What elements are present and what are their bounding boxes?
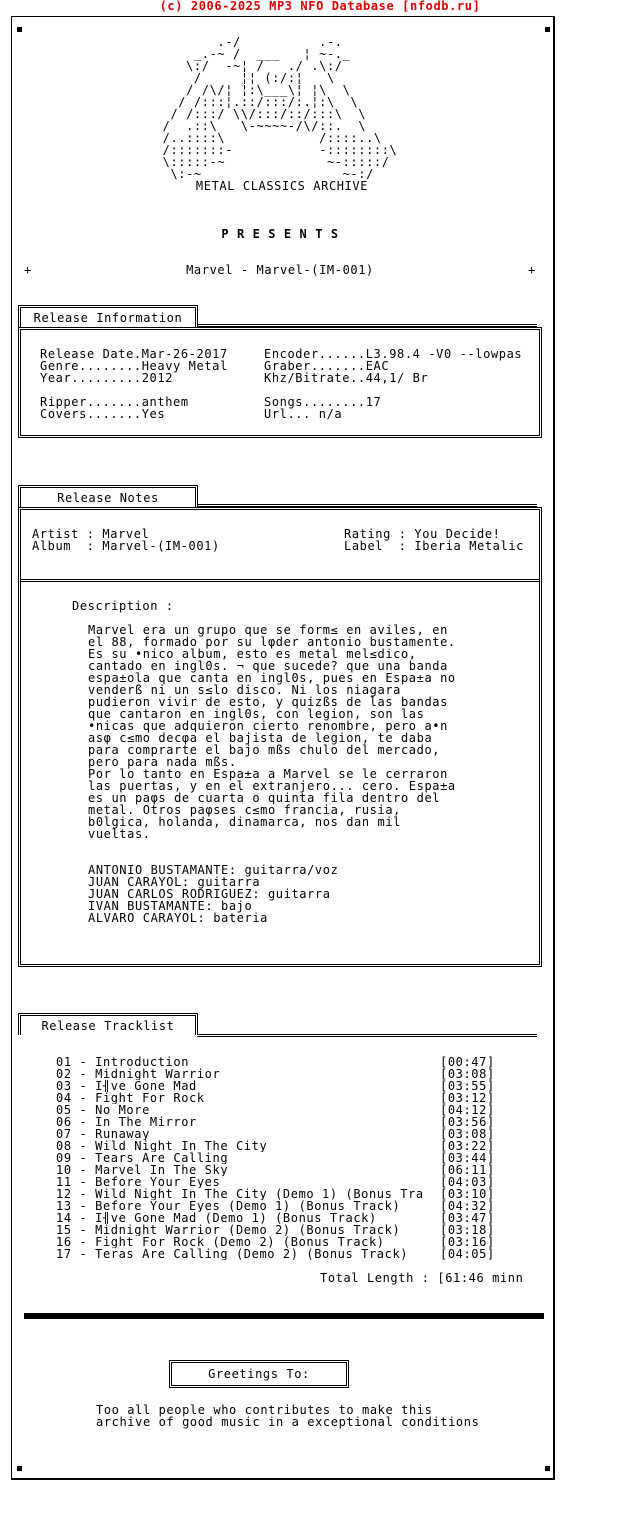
corner-dot-icon [545, 27, 550, 32]
track-time: [04:12] [440, 1103, 495, 1117]
description-heading: Description : [72, 599, 174, 613]
track-name: 11 - Before Your Eyes [56, 1176, 221, 1188]
track-time: [03:18] [440, 1223, 495, 1237]
member-line: IVAN BUSTAMANTE: bajo [88, 899, 253, 913]
track-name: 09 - Tears Are Calling [56, 1152, 229, 1164]
ascii-logo [0, 36, 560, 180]
description-line: cantado en ingl0s. ¬ que sucede? que una banda [88, 659, 448, 673]
track-name: 06 - In The Mirror [56, 1116, 197, 1128]
notes-divider [21, 579, 539, 582]
track-time: [03:22] [440, 1139, 495, 1153]
tracklist-tab: Release Tracklist [18, 1013, 198, 1035]
album-field: Album : Marvel-(IM-001) [32, 539, 220, 553]
corner-dot-icon [17, 27, 22, 32]
release-info-tab: Release Information [18, 305, 198, 327]
track-time: [04:03] [440, 1175, 495, 1189]
track-name: 07 - Runaway [56, 1128, 150, 1140]
rating-field: Rating : You Decide! [344, 527, 501, 541]
track-row [56, 1236, 506, 1248]
member-line: JUAN CARAYOL: guitarra [88, 875, 261, 889]
description-line: las puertas, y en el extranjero... cero. Espa±a [88, 779, 456, 793]
description-line: vueltas. [88, 827, 151, 841]
track-row [56, 1104, 506, 1116]
section-rule [197, 1034, 537, 1037]
description-line: venderß ni un s≤lo disco. Ni los niagara [88, 683, 401, 697]
separator-bar [24, 1313, 544, 1319]
track-row [56, 1200, 506, 1212]
track-row [56, 1224, 506, 1236]
corner-dot-icon [545, 1466, 550, 1471]
release-info-line: Graber.......EAC [264, 359, 390, 373]
artist-field: Artist : Marvel [32, 527, 150, 541]
description-line: metal. Otros paφses c≤mo francia, rusia, [88, 803, 401, 817]
description-line: Marvel era un grupo que se form≤ en aviles, en [88, 623, 448, 637]
greetings-line: Too all people who contributes to make this [96, 1403, 433, 1417]
track-time: [03:10] [440, 1187, 495, 1201]
release-info-line: Songs........17 [264, 395, 382, 409]
track-row [56, 1068, 506, 1080]
track-name: 03 - I╢ve Gone Mad [56, 1080, 197, 1092]
release-notes-tab: Release Notes [18, 485, 198, 507]
description-line: para comprarte el bajo mßs chulo del mercado, [88, 743, 441, 757]
track-time: [03:12] [440, 1091, 495, 1105]
track-row [56, 1128, 506, 1140]
plus-marker-icon: + [528, 263, 536, 277]
track-name: 02 - Midnight Warrior [56, 1068, 221, 1080]
member-line: ALVARO CARAYOL: bateria [88, 911, 268, 925]
track-row [56, 1140, 506, 1152]
track-time: [03:16] [440, 1235, 495, 1249]
track-row [56, 1152, 506, 1164]
release-info-line: Khz/Bitrate..44,1/ Br [264, 371, 429, 385]
track-row [56, 1080, 506, 1092]
track-name: 05 - No More [56, 1104, 150, 1116]
description-line: •nicas que adquieron cierto renombre, pero a•n [88, 719, 448, 733]
track-time: [03:56] [440, 1115, 495, 1129]
track-time: [03:08] [440, 1067, 495, 1081]
description-line: asφ c≤mo decφa el bajista de legion, te daba [88, 731, 433, 745]
plus-marker-icon: + [24, 263, 32, 277]
track-row [56, 1248, 506, 1260]
track-name: 14 - I╢ve Gone Mad (Demo 1) (Bonus Track) [56, 1212, 377, 1224]
track-time: [00:47] [440, 1055, 495, 1069]
member-line: JUAN CARLOS RODRIGUEZ: guitarra [88, 887, 331, 901]
logo-art: .-/ .-. _.-~ / ___ ¦ ~-._ \:/ -~¦ / ./ .\:/ / ¦¦ (:/:¦ \ / /\/¦ ¦:\___\¦ ¦\ \ / /:::¦.::/:::/:.¦:\ \ / /:::/ \\/:::/::/:::\ \ / .::\ \-~~~~-/\/::. \ /..::::\ /::::..\ /:::::::- -::::::::\ \:::::-~ ~-:::::/ \:-~ ~-:/ [162, 35, 398, 181]
track-name: 13 - Before Your Eyes (Demo 1) (Bonus Track) [56, 1200, 401, 1212]
track-time: [03:44] [440, 1151, 495, 1165]
description-line: Por lo tanto en Espa±a a Marvel se le cerraron [88, 767, 448, 781]
description-line: espa±ola que canta en ingl0s, pues en Espa±a no [88, 671, 456, 685]
total-length: Total Length : [61:46 minn [320, 1271, 524, 1285]
description-line: el 88, formado por su lφder antonio bustamente. [88, 635, 456, 649]
track-time: [06:11] [440, 1163, 495, 1177]
release-info-line: Covers.......Yes [40, 407, 166, 421]
track-row [56, 1092, 506, 1104]
release-info-line: Genre........Heavy Metal [40, 359, 228, 373]
track-row [56, 1056, 506, 1068]
track-name: 12 - Wild Night In The City (Demo 1) (Bonus Tra [56, 1188, 424, 1200]
label-field: Label : Iberia Metalic [344, 539, 524, 553]
track-time: [03:55] [440, 1079, 495, 1093]
release-info-line: Release Date.Mar-26-2017 [40, 347, 228, 361]
greetings-line: archive of good music in a exceptional conditions [96, 1415, 480, 1429]
track-name: 08 - Wild Night In The City [56, 1140, 268, 1152]
track-time: [04:32] [440, 1199, 495, 1213]
track-name: 10 - Marvel In The Sky [56, 1164, 229, 1176]
release-info-line: Encoder......L3.98.4 -V0 --lowpas [264, 347, 523, 361]
member-line: ANTONIO BUSTAMANTE: guitarra/voz [88, 863, 339, 877]
release-info-line: Ripper.......anthem [40, 395, 189, 409]
description-line: b0lgica, holanda, dinamarca, nos dan mil [88, 815, 401, 829]
track-name: 16 - Fight For Rock (Demo 2) (Bonus Track) [56, 1236, 385, 1248]
track-name: 01 - Introduction [56, 1056, 190, 1068]
track-row [56, 1116, 506, 1128]
track-row [56, 1164, 506, 1176]
logo-caption: METAL CLASSICS ARCHIVE [195, 179, 369, 193]
source-header: (c) 2006-2025 MP3 NFO Database [nfodb.ru] [159, 0, 481, 13]
track-row [56, 1212, 506, 1224]
release-info-line: Year.........2012 [40, 371, 174, 385]
description-line: que cantaron en ingl0s, con legion, son las [88, 707, 425, 721]
description-line: Es su •nico album, esto es metal mel≤dico, [88, 647, 417, 661]
description-line: es un paφs de cuarta o quinta fila dentro del [88, 791, 441, 805]
track-name: 17 - Teras Are Calling (Demo 2) (Bonus Track) [56, 1248, 409, 1260]
greetings-heading: Greetings To: [169, 1360, 349, 1388]
description-line: pudieron vivir de esto, y quizßs de las bandas [88, 695, 448, 709]
track-row [56, 1188, 506, 1200]
track-time: [04:05] [440, 1247, 495, 1261]
track-time: [03:08] [440, 1127, 495, 1141]
corner-dot-icon [17, 1466, 22, 1471]
release-title: Marvel - Marvel-(IM-001) [186, 263, 374, 277]
release-info-line: Url... n/a [264, 407, 343, 421]
track-row [56, 1176, 506, 1188]
track-name: 04 - Fight For Rock [56, 1092, 205, 1104]
track-time: [03:47] [440, 1211, 495, 1225]
track-name: 15 - Midnight Warrior (Demo 2) (Bonus Track) [56, 1224, 401, 1236]
presents-text: P R E S E N T S [221, 227, 339, 241]
description-line: pero para nada mßs. [88, 755, 237, 769]
